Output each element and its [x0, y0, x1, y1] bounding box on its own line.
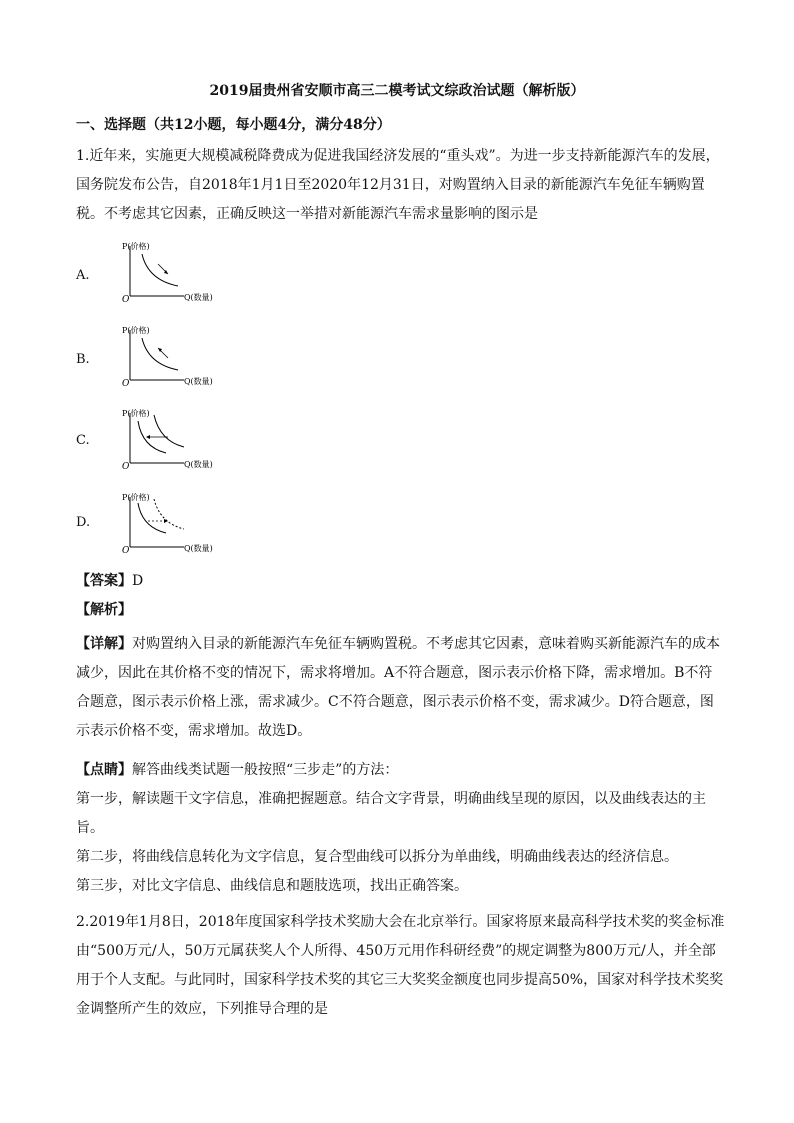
answer-tag: 【答案】 [76, 573, 132, 589]
option-a-graph [122, 240, 252, 304]
detail-paragraph [76, 630, 726, 746]
y-axis-label: P(价格) [122, 326, 150, 335]
detail-tag: 【详解】 [76, 636, 132, 652]
demand-curve-old [138, 503, 166, 533]
option-a [76, 240, 276, 320]
question-1-stem: 1.近年来，实施更大规模减税降费成为促进我国经济发展的“重头戏”。为进一步支持新能源汽车的发展，国务院发布公告，自2018年1月1日至2020年12月31日，对购置纳入目录的新能源汽车免征车辆购置税。不考虑其它因素，正确反映这一举措对新能源汽车需求量影响的图示是 [76, 148, 720, 222]
demand-curve [142, 254, 178, 286]
origin-label: O [122, 546, 130, 555]
option-b-label: B. [76, 352, 90, 367]
option-b-graph [122, 324, 252, 388]
answer-line [76, 567, 726, 596]
tip-text: 解答曲线类试题一般按照“三步走”的方法： [132, 762, 399, 778]
question-2-stem: 2.2019年1月8日，2018年度国家科学技术奖励大会在北京举行。国家将原来最高科学技术奖的奖金标准由“500万元/人，50万元属获奖人个人所得、450万元用作科研经费”的规定调整为800万元/人，并全部用于个人支配。与此同时，国家科学技术奖的其它三大奖奖金额度也同步提高50%，国家对科学技术奖奖金调整所产生的效应，下列推导合理的是 [76, 914, 725, 1017]
arrow-head [146, 435, 150, 439]
steps-block [76, 785, 726, 901]
origin-label: O [122, 295, 130, 304]
demand-curve-old [154, 415, 184, 447]
step-1: 第一步，解读题干文字信息，准确把握题意。结合文字背景，明确曲线呈现的原因，以及曲线表达的主旨。 [76, 791, 706, 836]
detail-text: 对购置纳入目录的新能源汽车免征车辆购置税。不考虑其它因素，意味着购买新能源汽车的成本减少，因此在其价格不变的情况下，需求将增加。A不符合题意，图示表示价格下降，需求增加。B不符合题意，图示表示价格上涨，需求减少。C不符合题意，图示表示价格不变，需求减少。D符合题意，图示表示价格不变，需求增加。故选D。 [76, 636, 720, 739]
answer-value: D [132, 573, 144, 589]
option-d [76, 491, 276, 571]
option-d-label: D. [76, 515, 91, 530]
tip-tag: 【点睛】 [76, 762, 132, 778]
step-2: 第二步，将曲线信息转化为文字信息，复合型曲线可以拆分为单曲线，明确曲线表达的经济信息。 [76, 849, 678, 865]
analysis-tag: 【解析】 [76, 602, 132, 618]
x-axis-label: Q(数量) [184, 377, 213, 386]
analysis-tag-line [76, 596, 726, 625]
option-d-graph [122, 491, 252, 555]
demand-curve-new [154, 499, 184, 529]
option-c-graph [122, 407, 252, 471]
option-b [76, 324, 276, 404]
option-c [76, 407, 276, 487]
option-c-label: C. [76, 433, 90, 448]
origin-label: O [122, 379, 130, 388]
x-axis-label: Q(数量) [184, 293, 213, 302]
y-axis-label: P(价格) [122, 493, 150, 502]
step-3: 第三步，对比文字信息、曲线信息和题肢选项，找出正确答案。 [76, 878, 468, 894]
page-title: 2019届贵州省安顺市高三二模考试文综政治试题（解析版） [209, 83, 585, 99]
origin-label: O [122, 462, 130, 471]
tip-paragraph [76, 756, 726, 785]
y-axis-label: P(价格) [122, 242, 150, 251]
option-a-label: A. [76, 268, 90, 283]
demand-curve [142, 338, 178, 370]
y-axis-label: P(价格) [122, 409, 150, 418]
x-axis-label: Q(数量) [184, 544, 213, 553]
x-axis-label: Q(数量) [184, 460, 213, 469]
section-heading: 一、选择题（共12小题，每小题4分，满分48分） [76, 117, 391, 133]
